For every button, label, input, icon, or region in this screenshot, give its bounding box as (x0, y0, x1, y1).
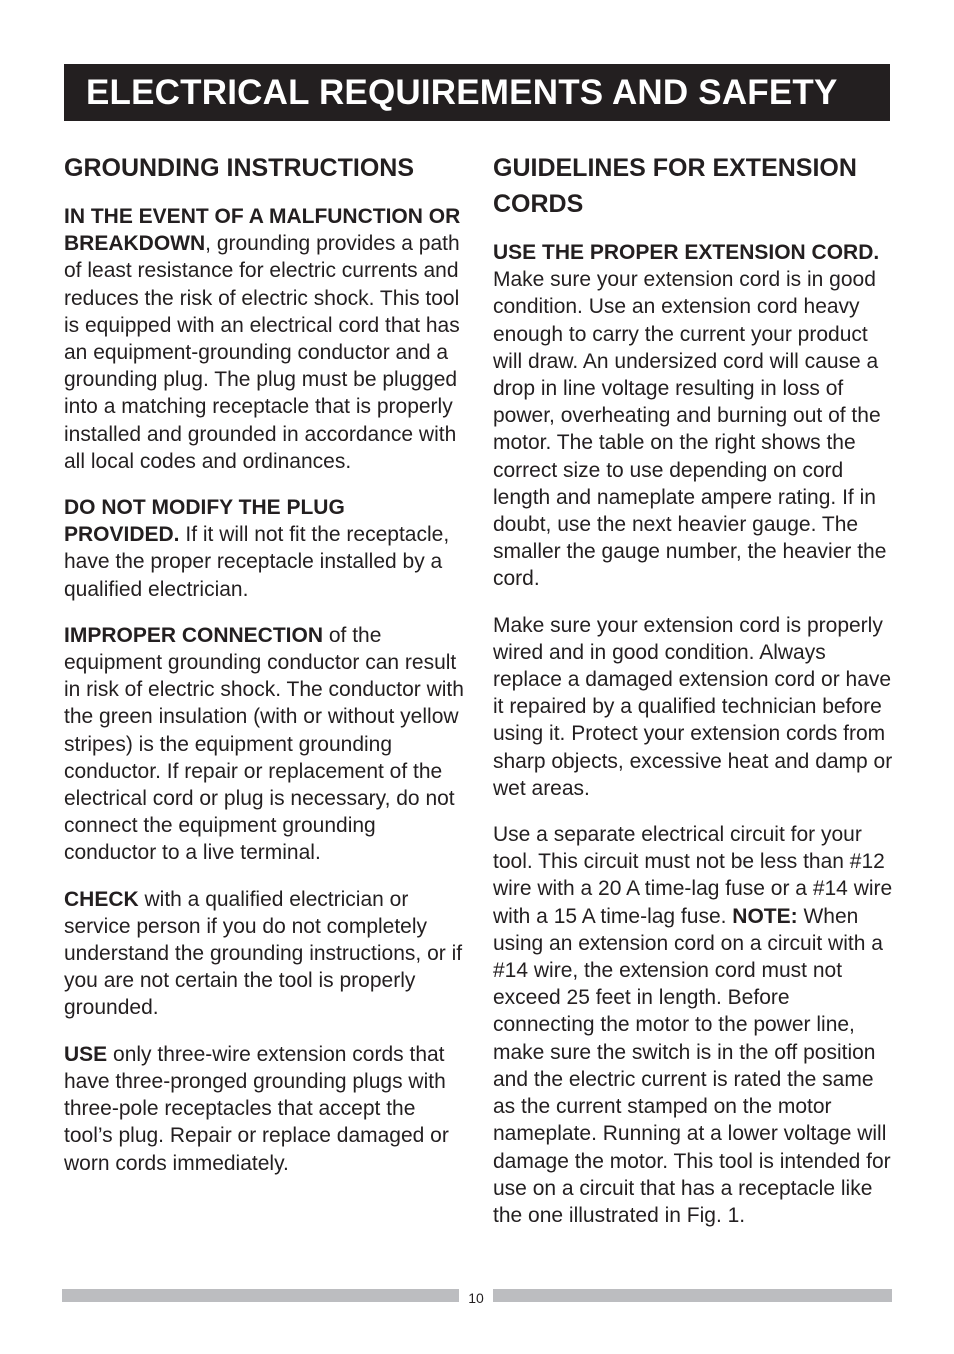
footer-bar-left (62, 1289, 459, 1302)
proper-cord-lead: USE THE PROPER EXTENSION CORD. (493, 241, 880, 264)
modify-plug-paragraph (64, 494, 464, 603)
wiring-paragraph (493, 612, 893, 802)
grounding-column (64, 150, 464, 1196)
use-lead: USE (64, 1042, 108, 1066)
title-banner (64, 64, 890, 121)
check-paragraph (64, 886, 464, 1022)
extension-cords-heading: GUIDELINES FOR EXTENSION CORDS (493, 154, 857, 218)
note-lead: NOTE: (732, 904, 798, 928)
extension-cords-column (493, 150, 893, 1248)
malfunction-text: , grounding provides a path of least resistance for electric currents and reduces the risk of electric shock. This tool is equipped with an electrical cord that has an equipment-grounding conductor and a grounding plug. The plug must be plugged into a matching receptacle that is properly installed and grounded in accordance with all local codes and ordinances. (64, 232, 460, 473)
circuit-paragraph (493, 821, 893, 1229)
wiring-text: Make sure your extension cord is properly wired and in good condition. Always replace a damaged extension cord or have it repaired by a qualified technician before using it. Protect your extension cords from sharp objects, excessive heat and damp or wet areas. (493, 613, 893, 800)
note-text: When using an extension cord on a circuit with a #14 wire, the extension cord must not exceed 25 feet in length. Before connecting the motor to the power line, make sure the switch is in the off position and the electric current is rated the same as the current stamped on the motor nameplate. Running at a lower voltage will damage the motor. This tool is intended for use on a circuit that has a receptacle like the one illustrated in Fig. 1. (493, 904, 891, 1227)
malfunction-lead: IN THE EVENT OF A MALFUNCTION OR BREAKDOWN (64, 205, 461, 256)
improper-connection-paragraph (64, 622, 464, 867)
page-number: 10 (468, 1290, 484, 1306)
modify-plug-lead: DO NOT MODIFY THE PLUG PROVIDED. (64, 496, 345, 547)
modify-plug-text: If it will not fit the receptacle, have the proper receptacle installed by a qualified electrician. (64, 523, 450, 601)
use-text: only three-wire extension cords that have three-pronged grounding plugs with three-pole receptacles that accept the tool’s plug. Repair or replace damaged or worn cords immediately. (64, 1042, 449, 1175)
page-title: ELECTRICAL REQUIREMENTS AND SAFETY (86, 73, 838, 112)
malfunction-paragraph (64, 203, 464, 475)
footer-bar-right (493, 1289, 892, 1302)
proper-cord-paragraph (493, 239, 893, 593)
use-paragraph (64, 1041, 464, 1177)
circuit-text: Use a separate electrical circuit for your tool. This circuit must not be less than #12 wire with a 20 A time-lag fuse or a #14 wire with a 15 A time-lag fuse. (493, 823, 893, 928)
improper-connection-lead: IMPROPER CONNECTION (64, 623, 324, 647)
grounding-heading: GROUNDING INSTRUCTIONS (64, 154, 414, 182)
proper-cord-text: Make sure your extension cord is in good condition. Use an extension cord heavy enough to carry the current your product will draw. An undersized cord will cause a drop in line voltage resulting in loss of power, overheating and burning out of the motor. The table on the right shows the correct size to use depending on cord length and nameplate ampere rating. If in doubt, use the next heavier gauge. The smaller the gauge number, the heavier the cord. (493, 268, 887, 591)
page-footer (0, 1287, 954, 1311)
check-lead: CHECK (64, 887, 139, 911)
check-text: with a qualified electrician or service person if you do not completely understand the grounding instructions, or if you are not certain the tool is properly grounded. (64, 887, 463, 1020)
improper-connection-text: of the equipment grounding conductor can result in risk of electric shock. The conductor with the green insulation (with or without yellow stripes) is the equipment grounding conductor. If repair or replacement of the electrical cord or plug is necessary, do not connect the equipment grounding conductor to a live terminal. (64, 623, 464, 865)
